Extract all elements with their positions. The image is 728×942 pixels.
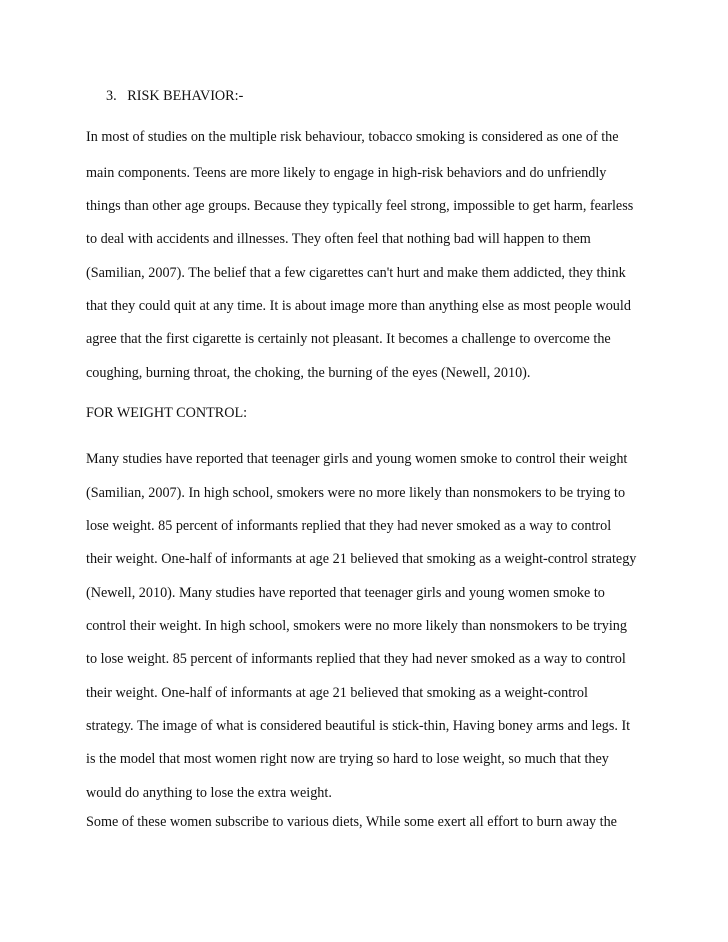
paragraph-line: strategy. The image of what is considered beautiful is stick-thin, Having boney arms and legs. It [86,718,631,734]
paragraph-line: Some of these women subscribe to various diets, While some exert all effort to burn away the [86,814,617,830]
paragraph-line: to lose weight. 85 percent of informants replied that they had never smoked as a way to control [86,651,626,667]
paragraph-line: agree that the first cigarette is certainly not pleasant. It becomes a challenge to overcome the [86,331,611,347]
paragraph-line: In most of studies on the multiple risk behaviour, tobacco smoking is considered as one of the [86,129,619,145]
section-title: RISK BEHAVIOR:- [127,88,244,104]
section-number: 3. [106,88,117,104]
paragraph-line: things than other age groups. Because they typically feel strong, impossible to get harm, fearless [86,198,634,214]
paragraph-line: their weight. One-half of informants at age 21 believed that smoking as a weight-control strategy [86,551,637,567]
paragraph-line: is the model that most women right now are trying so hard to lose weight, so much that they [86,751,609,767]
subheading: FOR WEIGHT CONTROL: [86,405,248,421]
paragraph-line: that they could quit at any time. It is about image more than anything else as most people would [86,298,631,314]
paragraph-line: (Samilian, 2007). In high school, smokers were no more likely than nonsmokers to be trying to [86,485,626,501]
paragraph-line: their weight. One-half of informants at age 21 believed that smoking as a weight-control [86,685,588,701]
paragraph-line: main components. Teens are more likely to engage in high-risk behaviors and do unfriendly [86,165,607,181]
paragraph-line: would do anything to lose the extra weight. [86,785,332,801]
section-heading [106,87,243,105]
paragraph-line: to deal with accidents and illnesses. They often feel that nothing bad will happen to them [86,231,591,247]
paragraph-line: (Newell, 2010). Many studies have reported that teenager girls and young women smoke to [86,585,605,601]
paragraph-line: coughing, burning throat, the choking, the burning of the eyes (Newell, 2010). [86,365,531,381]
paragraph-line: control their weight. In high school, smokers were no more likely than nonsmokers to be trying [86,618,627,634]
paragraph-line: (Samilian, 2007). The belief that a few cigarettes can't hurt and make them addicted, they think [86,265,626,281]
paragraph-line: Many studies have reported that teenager girls and young women smoke to control their weight [86,451,628,467]
paragraph-line: lose weight. 85 percent of informants replied that they had never smoked as a way to control [86,518,612,534]
